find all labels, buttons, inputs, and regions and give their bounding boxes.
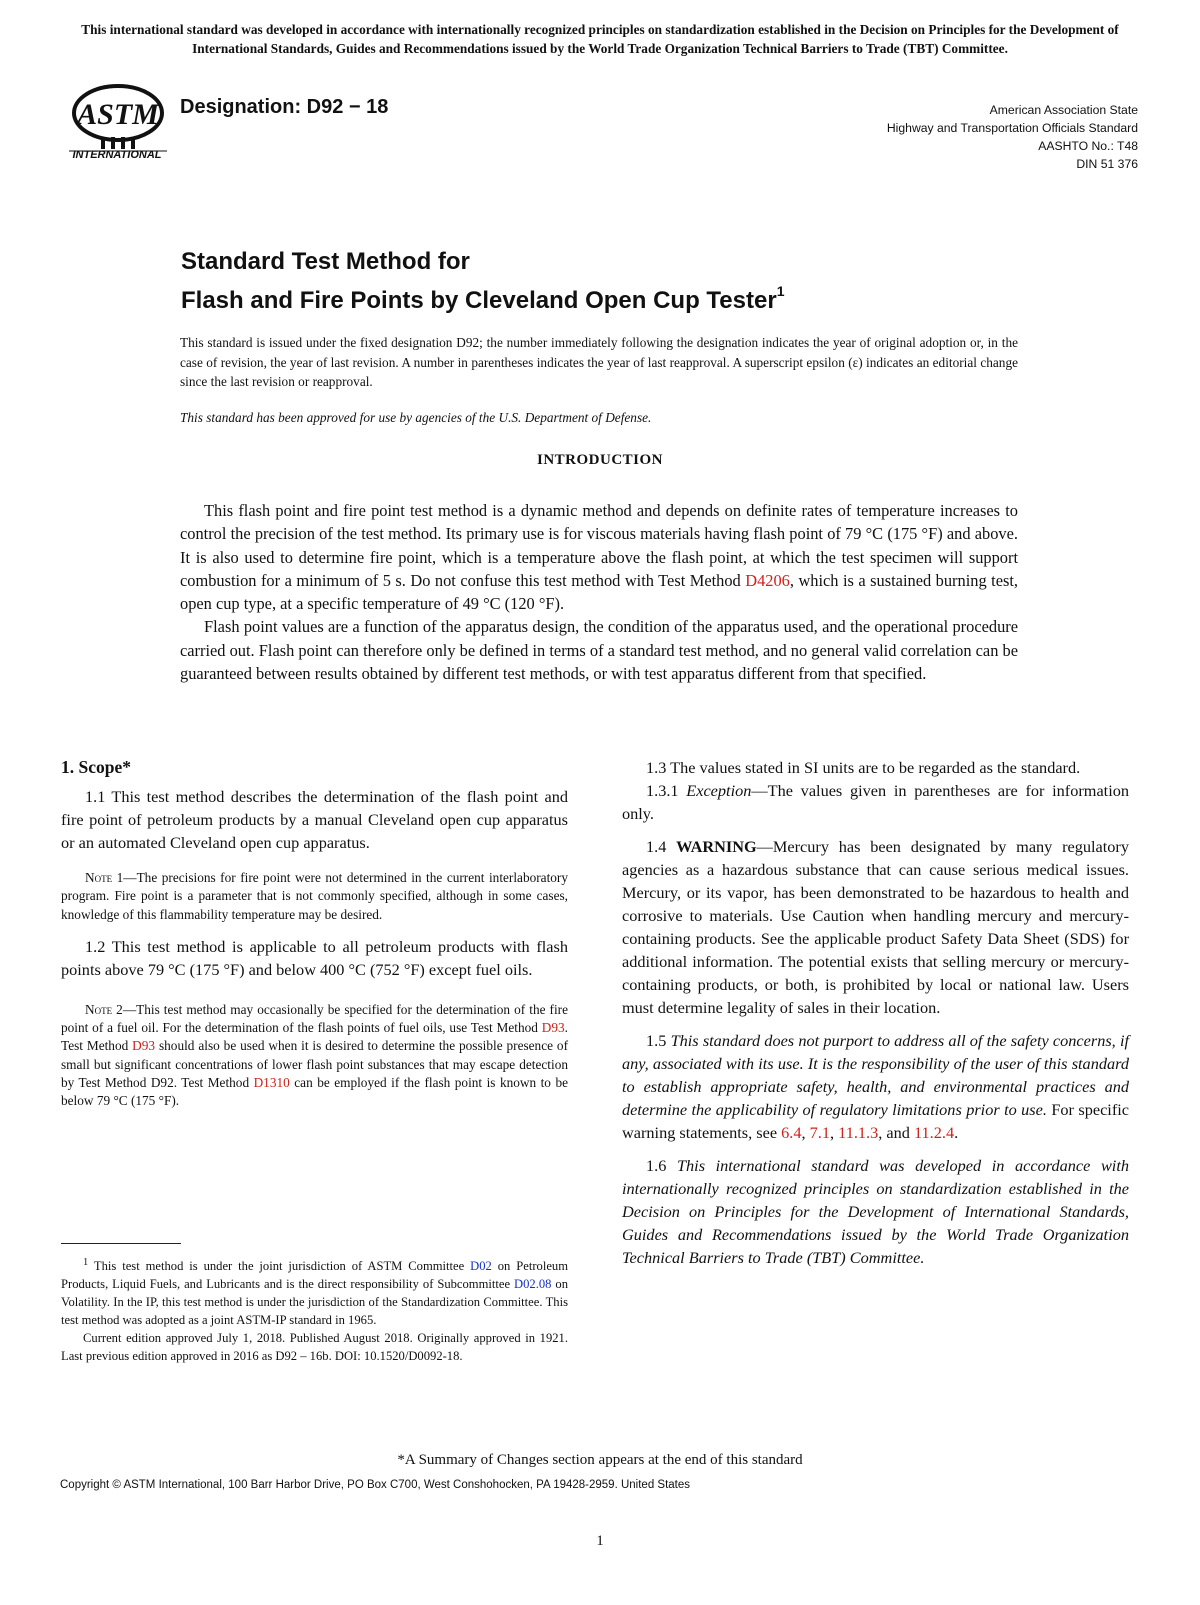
separator: .: [954, 1123, 959, 1142]
footnote-text: on Volatility. In the IP, this test method is under the jurisdiction of the Standardization Committee. This test method was adopted as a joint ASTM-IP standard in 1965.: [61, 1277, 569, 1328]
para-1-4: [622, 835, 1129, 1019]
link-d93[interactable]: D93: [132, 1038, 156, 1054]
title-footnote-mark: 1: [776, 283, 785, 299]
separator: ,: [830, 1123, 839, 1142]
para-number: 1.5: [646, 1031, 671, 1050]
title-line1: Standard Test Method for: [181, 248, 470, 275]
para-text: —Mercury has been designated by many regulatory agencies as a hazardous substance that can cause serious medical issues. Mercury, or its vapor, has been demonstrated to be hazardous to health and corrosive to materials. Use Caution when handling mercury and mercury-containing products. See the applicable product Safety Data Sheet (SDS) for additional information. The potential exists that selling mercury or mercury-containing products, or both, is prohibited by local or national law. Users must determine legality of sales in their location.: [622, 837, 1129, 1017]
link-d02[interactable]: D02: [470, 1259, 492, 1274]
logo-text: INTERNATIONAL: [72, 149, 162, 161]
footnote-text: This test method is under the joint jurisdiction of ASTM Committee: [88, 1259, 471, 1274]
para-1-3: 1.3 The values stated in SI units are to be regarded as the standard.: [646, 758, 1081, 777]
section-heading-scope: 1. Scope*: [61, 757, 131, 777]
para-text: For specific warning statements, see: [622, 1100, 1129, 1142]
intro-paragraph: [180, 499, 1018, 615]
link-d1310[interactable]: D1310: [253, 1075, 290, 1091]
dod-note: This standard has been approved for use by agencies of the U.S. Department of Defense.: [180, 410, 652, 425]
para-text: This standard does not purport to address all of the safety concerns, if any, associated with its use. It is the responsibility of the user of this standard to establish appropriate safety, health, and environmental practices and determine the applicability of regulatory limitations prior to use.: [622, 1031, 1130, 1119]
copyright: Copyright © ASTM International, 100 Barr Harbor Drive, PO Box C700, West Conshohocken, PA 19428-2959. United States: [60, 1479, 691, 1491]
title-line2-text: Flash and Fire Points by Cleveland Open Cup Tester: [181, 287, 777, 314]
top-note: This international standard was developed in accordance with internationally recognized principles on standardization established in the Decision on Principles for the Development of International Standards, Guides and Recommendations issued by the World Trade Organization Technical Barriers to Trade (TBT) Committee.: [81, 22, 1119, 56]
footnote-mark: 1: [83, 1257, 89, 1268]
para-number: 1.4: [646, 837, 677, 856]
footnote-divider: [61, 1243, 181, 1244]
para-1-5: [622, 1029, 1129, 1144]
link-11-1-3[interactable]: 11.1.3: [838, 1123, 879, 1142]
link-d93[interactable]: D93: [541, 1020, 565, 1036]
link-d02-08[interactable]: D02.08: [514, 1277, 552, 1292]
footnote-1: [61, 1254, 568, 1329]
note-2: [61, 1001, 568, 1111]
link-6-4[interactable]: 6.4: [781, 1123, 802, 1142]
note-1: [61, 869, 568, 924]
aashto-line: American Association State: [989, 103, 1138, 117]
link-11-2-4[interactable]: 11.2.4: [913, 1123, 955, 1142]
aashto-line: Highway and Transportation Officials Standard: [886, 121, 1138, 135]
note-text: can be employed if the flash point is known to be below 79 °C (175 °F).: [61, 1075, 568, 1109]
title-line2: [181, 278, 784, 317]
link-d4206[interactable]: D4206: [745, 570, 790, 590]
right-column: [622, 756, 1129, 1269]
para-1-6: [622, 1154, 1129, 1269]
note-text: . Test Method: [61, 1020, 568, 1054]
para-1-1: 1.1 This test method describes the determination of the flash point and fire point of petroleum products by a manual Cleveland open cup apparatus or an automated Cleveland open cup apparatus.: [61, 787, 568, 852]
issued-note: This standard is issued under the fixed designation D92; the number immediately following the designation indicates the year of original adoption or, in the case of revision, the year of last revision. A number in parentheses indicates the year of last reapproval. A superscript epsilon (ε) indicates an editorial change since the last revision or reapproval.: [180, 335, 1018, 389]
para-1-3-1: [622, 779, 1129, 825]
intro-text: , which is a sustained burning test, open cup type, at a specific temperature of 49 °C (120 °F).: [180, 570, 1018, 614]
page-number: 1: [596, 1533, 604, 1549]
note-label: Note 2: [85, 1001, 123, 1017]
link-7-1[interactable]: 7.1: [809, 1123, 831, 1142]
aashto-block: [887, 101, 1138, 173]
note-label: Note 1: [85, 870, 124, 885]
footnotes: [61, 1254, 568, 1365]
note-text: should also be used when it is desired to determine the possible presence of small but significant concentrations of lower flash point substances that may escape detection by Test Method D92. Test Method: [61, 1038, 568, 1091]
astm-logo: [63, 83, 173, 167]
note-text: —This test method may occasionally be specified for the determination of the fire point of a fuel oil. For the determination of the flash points of fuel oils, use Test Method: [61, 1001, 568, 1036]
designation: Designation: D92 − 18: [180, 96, 389, 118]
intro-text: This flash point and fire point test method is a dynamic method and depends on definite rates of temperature increases to control the precision of the test method. Its primary use is for viscous materials having flash point of 79 °C (175 °F) and above. It is also used to determine fire point, which is a temperature above the flash point, at which the test specimen will support combustion for a minimum of 5 s. Do not confuse this test method with Test Method: [180, 501, 1018, 590]
introduction: [180, 499, 1018, 685]
intro-paragraph: Flash point values are a function of the apparatus design, the condition of the apparatus used, and the operational procedure carried out. Flash point can therefore only be defined in terms of a standard test method, and no general valid correlation can be guaranteed between results obtained by different test methods, or with test apparatus different from that specified.: [180, 617, 1018, 684]
separator: ,: [801, 1123, 810, 1142]
warning-label: WARNING: [676, 837, 757, 856]
page-title: [181, 246, 784, 317]
para-text: —The values given in parentheses are for information only.: [622, 781, 1130, 823]
para-text: This international standard was developed in accordance with internationally recognized principles on standardization established in the Decision on Principles for the Development of International Standards, Guides and Recommendations issued by the World Trade Organization Technical Barriers to Trade (TBT) Committee.: [622, 1156, 1129, 1267]
intro-heading: INTRODUCTION: [536, 452, 663, 468]
left-column: [61, 756, 568, 1122]
separator: , and: [878, 1123, 914, 1142]
summary-note: *A Summary of Changes section appears at the end of this standard: [397, 1452, 803, 1468]
note-text: —The precisions for fire point were not determined in the current interlaboratory program. Fire point is a parameter that is not commonly specified, although in some cases, knowledge of this flammability temperature may be desired.: [61, 870, 568, 922]
svg-text:ASTM: ASTM: [77, 98, 159, 131]
aashto-line: AASHTO No.: T48: [1038, 139, 1138, 153]
para-1-2: 1.2 This test method is applicable to all petroleum products with flash points above 79 °C (175 °F) and below 400 °C (752 °F) except fuel oils.: [61, 936, 568, 979]
footnote-2: Current edition approved July 1, 2018. Published August 2018. Originally approved in 1921. Last previous edition approved in 2016 as D92 – 16b. DOI: 10.1520/D0092-18.: [61, 1331, 568, 1364]
footnote-text: on Petroleum Products, Liquid Fuels, and Lubricants and is the direct responsibility of Subcommittee: [61, 1259, 569, 1292]
exception-label: Exception: [686, 781, 752, 800]
para-number: 1.6: [646, 1156, 677, 1175]
para-number: 1.3.1: [646, 781, 687, 800]
aashto-line: DIN 51 376: [1076, 157, 1138, 171]
